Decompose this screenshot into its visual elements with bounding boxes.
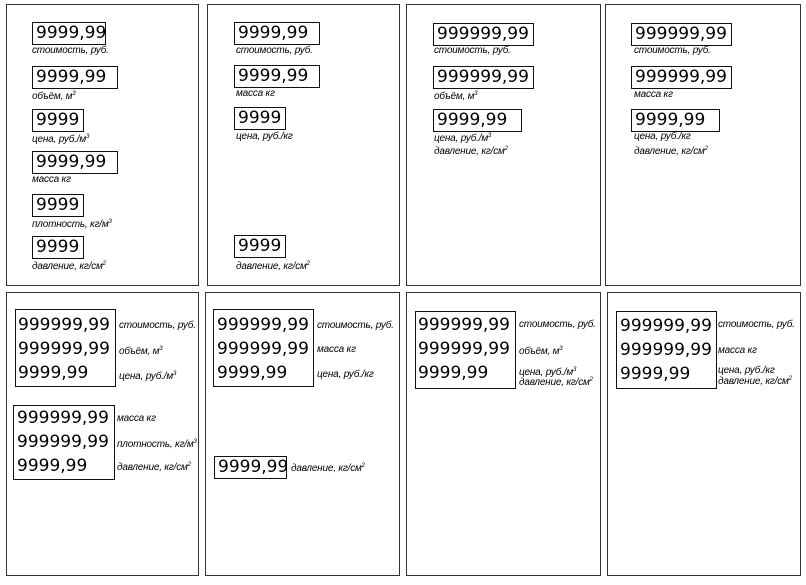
- cost-label: стоимость, руб.: [718, 319, 795, 330]
- volume-label: объём, $м^3$: [32, 91, 76, 102]
- price-value-box: 9999: [234, 107, 286, 130]
- cost-value: 999999,99: [418, 315, 510, 335]
- price-value: 9999,99: [217, 363, 288, 383]
- volume-value: 999999,99: [18, 339, 110, 359]
- price-value: 9999,99: [620, 364, 691, 384]
- mass-value: 999999,99: [620, 340, 712, 360]
- pressure-label: давление, $кг/см^2$: [291, 463, 365, 474]
- layout-panel-3: [406, 4, 601, 286]
- cost-value: 999999,99: [18, 315, 110, 335]
- group-box-1: [616, 311, 717, 389]
- cost-value-box: 999999,99: [631, 23, 732, 46]
- cost-label: стоимость, руб.: [317, 320, 394, 331]
- pressure-value: 9999,99: [17, 456, 88, 476]
- cost-label: стоимость, руб.: [32, 45, 109, 56]
- price-value-box: 9999,99: [631, 109, 720, 132]
- volume-label: объём, $м^3$: [519, 346, 563, 357]
- group-box-1: [415, 311, 516, 389]
- price-value: 9999,99: [18, 363, 89, 383]
- price-label: цена, руб./кг: [317, 369, 374, 380]
- layout-panel-6: [205, 292, 400, 576]
- density-label: плотность, $кг/м^3$: [32, 219, 112, 230]
- cost-value: 999999,99: [217, 315, 309, 335]
- pressure-label: давление, $кг/см^2$: [519, 377, 593, 388]
- group-box-1: [213, 309, 314, 387]
- mass-label: масса кг: [117, 413, 156, 424]
- mass-label: масса кг: [634, 89, 673, 100]
- cost-value-box: 999999,99: [433, 23, 534, 46]
- cost-label: стоимость, руб.: [434, 45, 511, 56]
- mass-label: масса кг: [718, 345, 757, 356]
- mass-value-box: 9999,99: [32, 151, 118, 174]
- layout-panel-8: [607, 292, 801, 576]
- cost-value-box: 9999,99: [32, 22, 106, 45]
- pressure-label: давление, $кг/см^2$: [117, 462, 191, 473]
- pressure-label: давление, $кг/см^2$: [718, 376, 792, 387]
- mass-label: масса кг: [317, 344, 356, 355]
- volume-value-box: 999999,99: [433, 66, 534, 89]
- layout-panel-1: [6, 4, 199, 286]
- layout-panel-4: [605, 4, 801, 286]
- mass-label: масса кг: [236, 88, 275, 99]
- price-label: цена, руб./кг: [634, 131, 691, 142]
- pressure-label: давление, $кг/см^2$: [32, 261, 106, 272]
- price-value-box: 9999: [32, 109, 84, 132]
- layout-panel-7: [406, 292, 601, 576]
- pressure-value-box: 9999,99: [214, 456, 287, 479]
- pressure-label: давление, $кг/см^2$: [236, 261, 310, 272]
- pressure-value-box: 9999: [32, 236, 84, 259]
- volume-label: объём, $м^3$: [119, 346, 163, 357]
- layout-panel-2: [207, 4, 400, 286]
- density-value: 999999,99: [17, 432, 109, 452]
- price-label: цена, $руб./м^3$: [519, 367, 577, 378]
- price-value-box: 9999,99: [433, 109, 522, 132]
- volume-value: 999999,99: [418, 339, 510, 359]
- group-box-2: [13, 405, 115, 480]
- mass-value: 999999,99: [217, 339, 309, 359]
- pressure-label: давление, $кг/см^2$: [434, 146, 508, 157]
- cost-label: стоимость, руб.: [119, 320, 196, 331]
- density-value-box: 9999: [32, 194, 84, 217]
- layout-panel-5: [6, 292, 199, 576]
- pressure-value-box: 9999: [234, 235, 286, 258]
- pressure-label: давление, $кг/см^2$: [634, 146, 708, 157]
- cost-value: 999999,99: [620, 316, 712, 336]
- cost-label: стоимость, руб.: [634, 45, 711, 56]
- price-label: цена, $руб./м^3$: [434, 133, 492, 144]
- cost-value-box: 9999,99: [234, 22, 320, 45]
- volume-label: объём, $м^3$: [434, 91, 478, 102]
- cost-label: стоимость, руб.: [236, 45, 313, 56]
- mass-value: 999999,99: [17, 408, 109, 428]
- price-label: цена, $руб./м^3$: [32, 134, 90, 145]
- price-label: цена, $руб./м^3$: [119, 371, 177, 382]
- mass-label: масса кг: [32, 174, 71, 185]
- price-value: 9999,99: [418, 363, 489, 383]
- price-label: цена, руб./кг: [236, 131, 293, 142]
- mass-value-box: 9999,99: [234, 65, 320, 88]
- density-label: плотность, $кг/м^3$: [117, 439, 197, 450]
- price-label: цена, руб./кг: [718, 365, 775, 376]
- cost-label: стоимость, руб.: [519, 319, 596, 330]
- mass-value-box: 999999,99: [631, 66, 732, 89]
- group-box-1: [15, 309, 116, 387]
- volume-value-box: 9999,99: [32, 66, 118, 89]
